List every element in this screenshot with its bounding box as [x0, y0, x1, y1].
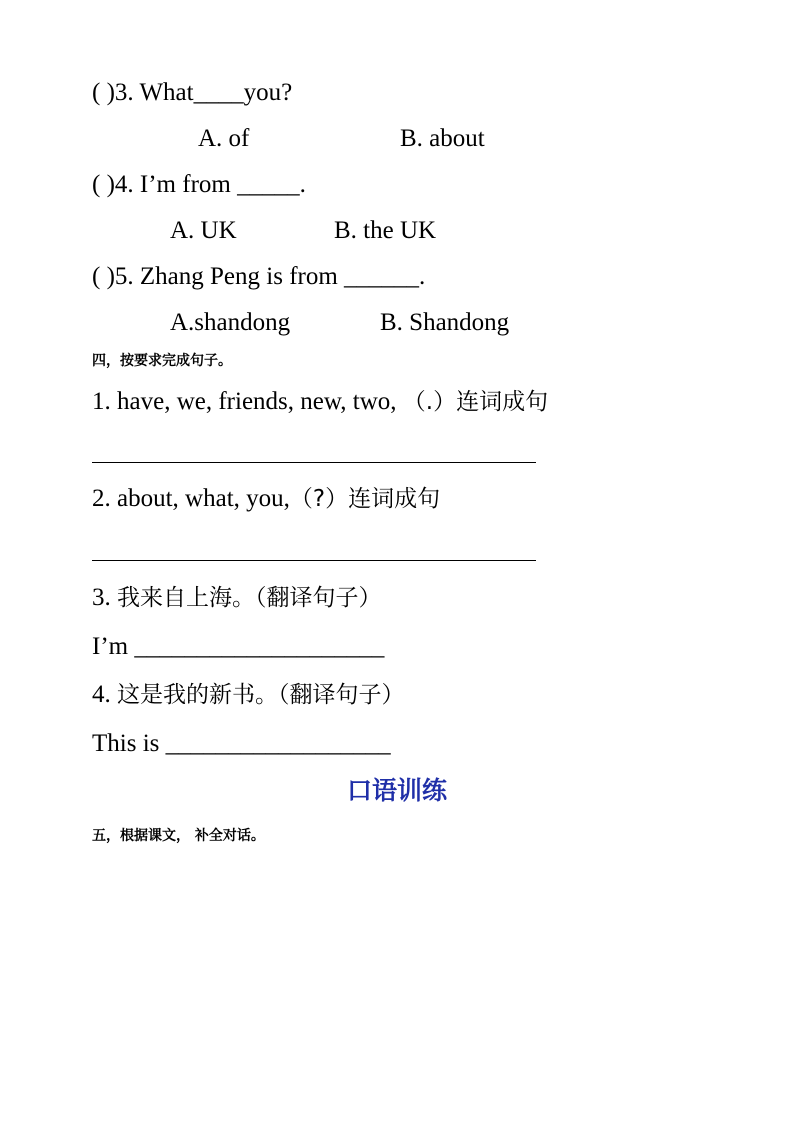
item-1-answer-line[interactable]: [92, 462, 536, 463]
section-4-item-4: [92, 682, 405, 707]
item-3-answer[interactable]: I’m ____________________: [92, 633, 385, 660]
question-4-option-b: B. the UK: [334, 217, 437, 244]
oral-practice-title: 口语训练: [347, 776, 448, 805]
question-3: [92, 80, 292, 105]
item-4-number: 4.: [92, 681, 117, 708]
question-4: [92, 172, 306, 197]
item-2-words: 2. about, what, you,: [92, 485, 290, 512]
item-1-words: 1. have, we, friends, new, two,: [92, 388, 403, 415]
question-5-stem: ( )5. Zhang Peng is from ______.: [92, 263, 426, 290]
question-3-option-b: B. about: [400, 125, 485, 152]
section-4-item-2: [92, 486, 440, 511]
item-4-answer[interactable]: This is __________________: [92, 730, 391, 757]
section-4-item-3: [92, 585, 382, 610]
item-3-number: 3.: [92, 584, 117, 611]
section-4-item-1: [92, 389, 548, 414]
question-5-option-a: A.shandong: [170, 309, 291, 336]
item-3-instruction: 我来自上海。（翻译句子）: [117, 585, 382, 611]
section-4-heading: 四，按要求完成句子。: [92, 353, 232, 369]
question-4-option-a: A. UK: [170, 217, 237, 244]
item-2-answer-line[interactable]: [92, 560, 536, 561]
question-5-option-b: B. Shandong: [380, 309, 510, 336]
item-4-instruction: 这是我的新书。（翻译句子）: [117, 682, 405, 708]
item-1-instruction: （.）连词成句: [402, 389, 549, 415]
question-3-stem: ( )3. What____you?: [92, 79, 293, 106]
question-3-option-a: A. of: [198, 125, 250, 152]
section-5-heading: 五，根据课文， 补全对话。: [92, 828, 265, 844]
question-4-stem: ( )4. I’m from _____.: [92, 171, 306, 198]
question-5: [92, 264, 425, 289]
item-2-instruction: （?）连词成句: [289, 486, 441, 512]
